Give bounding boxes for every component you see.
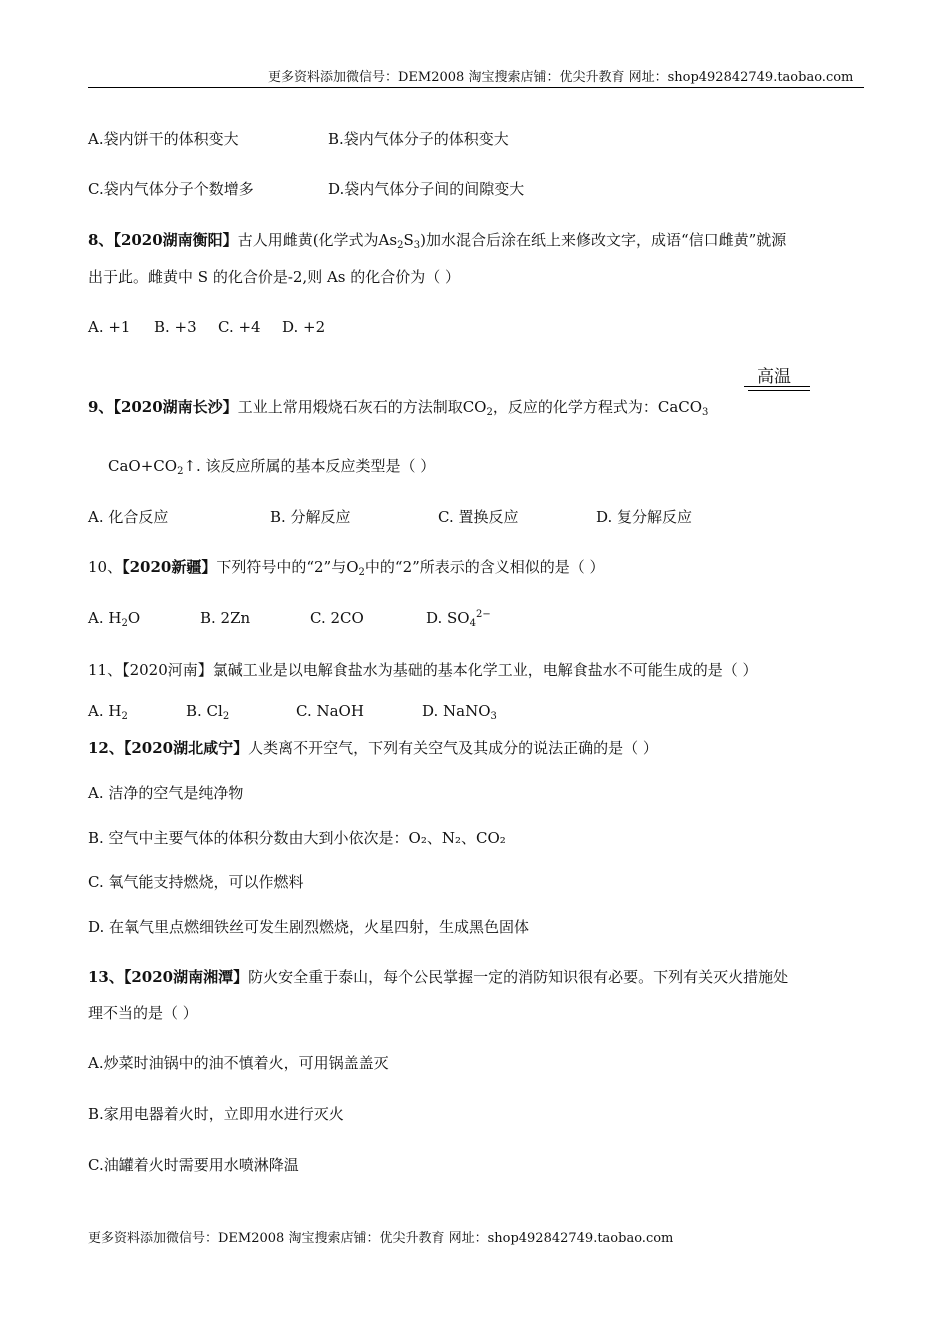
page-footer: 更多资料添加微信号：DEM2008 淘宝搜索店铺：优尖升教育 网址：shop492842749.taobao.com	[88, 1231, 674, 1246]
q10-source-tag: 【2020新疆】	[122, 558, 217, 576]
page-header: 更多资料添加微信号：DEM2008 淘宝搜索店铺：优尖升教育 网址：shop492842749.taobao.com	[268, 70, 854, 85]
q9-option-d: D. 复分解反应	[596, 508, 693, 526]
q11-number: 11、	[88, 661, 123, 679]
q11-stem: 11、【2020河南】氯碱工业是以电解食盐水为基础的基本化学工业，电解食盐水不可能生成的是（ ）	[88, 661, 758, 679]
q12-option-b: B. 空气中主要气体的体积分数由大到小依次是：O₂、N₂、CO₂	[88, 829, 506, 847]
q13-source-tag: 【2020湖南湘潭】	[123, 968, 249, 986]
q8-stem-line1: 8、【2020湖南衡阳】古人用雌黄(化学式为$As_2S_3$)加水混合后涂在纸上来修改文字，成语“信口雌黄”就源	[88, 231, 787, 251]
q13-number: 13、	[88, 968, 124, 986]
q9-stem-line1: 9、【2020湖南长沙】工业上常用煅烧石灰石的方法制取$CO_2$，反应的化学方程式为：CaCO$_3$	[88, 398, 709, 418]
q10-number: 10、	[88, 558, 123, 576]
q11-option-d: D. NaNO$_3$	[422, 702, 497, 722]
q13-stem-line1: 13、【2020湖南湘潭】防火安全重于泰山，每个公民掌握一定的消防知识很有必要。下列有关灭火措施处	[88, 968, 789, 986]
q7-option-a: A.袋内饼干的体积变大	[88, 130, 239, 148]
q12-option-d: D. 在氧气里点燃细铁丝可发生剧烈燃烧，火星四射，生成黑色固体	[88, 918, 530, 936]
q8-option-b: B. +3	[154, 318, 197, 336]
q10-option-a: A. $H_2O$	[88, 609, 141, 629]
q13-option-c: C.油罐着火时需要用水喷淋降温	[88, 1156, 299, 1174]
q11-option-b: B. $Cl_2$	[186, 702, 230, 722]
q9-stem-line2: $CaO+CO_2↑$. 该反应所属的基本反应类型是（ ）	[108, 457, 436, 477]
q10-stem: 10、【2020新疆】下列符号中的“2”与$O_2$中的“2”所表示的含义相似的是（ ）	[88, 558, 605, 578]
q8-number: 8、	[88, 231, 114, 249]
header-divider	[88, 87, 864, 88]
q8-option-a: A. +1	[88, 318, 131, 336]
q12-option-c: C. 氧气能支持燃烧，可以作燃料	[88, 873, 304, 891]
q13-option-b: B.家用电器着火时，立即用水进行灭火	[88, 1105, 344, 1123]
q10-option-c: C. 2CO	[310, 609, 364, 627]
equation-equal-line-bottom	[748, 390, 810, 391]
q13-stem-line2: 理不当的是（ ）	[88, 1004, 198, 1022]
q9-number: 9、	[88, 398, 114, 416]
q7-option-c: C.袋内气体分子个数增多	[88, 180, 254, 198]
q9-option-c: C. 置换反应	[438, 508, 519, 526]
q7-option-b: B.袋内气体分子的体积变大	[328, 130, 509, 148]
q8-option-d: D. +2	[282, 318, 326, 336]
q9-option-a: A. 化合反应	[88, 508, 169, 526]
q12-source-tag: 【2020湖北咸宁】	[123, 739, 249, 757]
q9-option-b: B. 分解反应	[270, 508, 351, 526]
q12-number: 12、	[88, 739, 124, 757]
q11-source-tag: 【2020河南】	[122, 661, 213, 679]
q11-option-a: A. $H_2$	[88, 702, 128, 722]
q12-stem: 12、【2020湖北咸宁】人类离不开空气，下列有关空气及其成分的说法正确的是（ ）	[88, 739, 658, 757]
q10-option-b: B. 2Zn	[200, 609, 251, 627]
q10-option-d: D. $SO_4^{2-}$	[426, 609, 491, 629]
q11-option-c: C. NaOH	[296, 702, 364, 720]
q8-stem-line2: 出于此。雌黄中 S 的化合价是-2,则 As 的化合价为（ ）	[88, 268, 461, 286]
q7-option-d: D.袋内气体分子间的间隙变大	[328, 180, 525, 198]
q8-source-tag: 【2020湖南衡阳】	[113, 231, 238, 249]
q9-source-tag: 【2020湖南长沙】	[113, 398, 238, 416]
equation-equal-line-top	[744, 386, 810, 387]
reaction-condition-label: 高温	[757, 367, 791, 387]
q12-option-a: A. 洁净的空气是纯净物	[88, 784, 244, 802]
q13-option-a: A.炒菜时油锅中的油不慎着火，可用锅盖盖灭	[88, 1054, 389, 1072]
q8-option-c: C. +4	[218, 318, 261, 336]
